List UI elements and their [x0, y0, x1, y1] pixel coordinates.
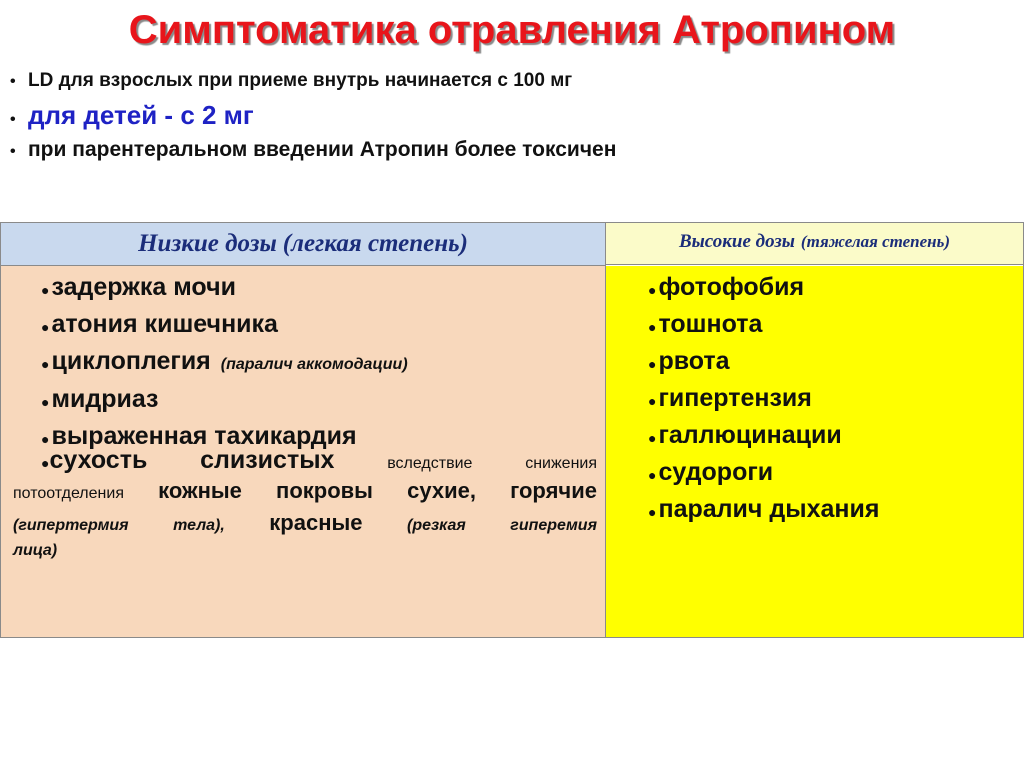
- bullet-dot-icon: ●: [41, 282, 50, 298]
- symptom-text: рвота: [658, 347, 730, 375]
- list-item: [648, 455, 879, 492]
- intro-text: при парентеральном введении Атропин более токсичен: [28, 138, 617, 161]
- intro-item: [10, 70, 1010, 100]
- intro-list: [10, 70, 1010, 168]
- bullet-dot-icon: ●: [648, 356, 657, 372]
- intro-item: [10, 100, 1010, 138]
- paragraph-word: [41, 446, 147, 475]
- paragraph-word: красные: [269, 510, 363, 535]
- dose-table: [0, 222, 1024, 638]
- bullet-dot-icon: •: [10, 143, 16, 160]
- symptom-text: задержка мочи: [51, 273, 236, 301]
- bullet-dot-icon: ●: [41, 394, 50, 410]
- intro-text: LD для взрослых при приеме внутрь начинается с 100 мг: [28, 70, 573, 91]
- bullet-dot-icon: •: [10, 111, 16, 128]
- symptom-text: тошнота: [658, 310, 763, 338]
- paragraph-word: снижения: [525, 455, 597, 472]
- paragraph-word: потоотделения: [13, 485, 124, 502]
- bullet-dot-icon: •: [10, 73, 16, 90]
- paragraph-word: кожные: [158, 478, 242, 503]
- list-item: [648, 270, 879, 307]
- low-dose-column: [1, 266, 606, 637]
- paragraph-line: [13, 542, 597, 566]
- symptom-text: гипертензия: [658, 384, 812, 412]
- list-item: [648, 492, 879, 529]
- page-title: Симптоматика отравления Атропином: [128, 8, 896, 52]
- low-dose-header-main: Низкие дозы: [138, 230, 277, 257]
- list-item: [648, 307, 879, 344]
- high-dose-column: [606, 266, 1023, 637]
- paragraph-word: горячие: [510, 478, 597, 503]
- bullet-dot-icon: ●: [41, 319, 50, 335]
- paragraph-line: [13, 446, 597, 478]
- intro-item: [10, 138, 1010, 168]
- paragraph-word: (резкая: [407, 517, 466, 534]
- list-item: [648, 418, 879, 455]
- paragraph-line: [13, 478, 597, 510]
- symptom-text: фотофобия: [658, 273, 805, 301]
- bullet-dot-icon: ●: [648, 430, 657, 446]
- list-item: [648, 344, 879, 381]
- list-item: [41, 344, 408, 382]
- paragraph-word: вследствие: [387, 455, 473, 472]
- bullet-dot-icon: ●: [648, 393, 657, 409]
- low-dose-header-sub: (легкая степень): [282, 230, 468, 257]
- paragraph-word: слизистых: [200, 446, 335, 474]
- low-dose-list: [41, 270, 408, 456]
- paragraph-word: гиперемия: [510, 517, 597, 534]
- symptom-text: мидриаз: [51, 385, 159, 413]
- paragraph-word: сухие,: [407, 478, 476, 503]
- list-item: [41, 270, 408, 307]
- paragraph-line: [13, 510, 597, 542]
- symptom-text: атония кишечника: [51, 310, 278, 338]
- symptom-text: судороги: [658, 458, 774, 486]
- list-item: [41, 382, 408, 419]
- high-dose-header-main: Высокие дозы: [678, 230, 795, 252]
- dryness-paragraph: [13, 446, 597, 566]
- high-dose-list: [648, 270, 879, 529]
- symptom-text: выраженная тахикардия: [51, 422, 357, 450]
- list-item: [648, 381, 879, 418]
- symptom-note: (паралич аккомодации): [220, 356, 408, 373]
- list-item: [41, 307, 408, 344]
- low-dose-header: [1, 223, 606, 266]
- bullet-dot-icon: ●: [41, 431, 50, 447]
- bullet-dot-icon: ●: [648, 319, 657, 335]
- bullet-dot-icon: ●: [648, 504, 657, 520]
- high-dose-header: [606, 223, 1023, 265]
- bullet-dot-icon: ●: [41, 455, 50, 471]
- bullet-dot-icon: ●: [648, 467, 657, 483]
- paragraph-word: (гипертермия: [13, 517, 129, 534]
- bullet-dot-icon: ●: [41, 356, 50, 372]
- bullet-dot-icon: ●: [648, 282, 657, 298]
- high-dose-header-sub: (тяжелая степень): [800, 231, 951, 251]
- symptom-text: галлюцинации: [658, 421, 842, 449]
- symptom-text: паралич дыхания: [658, 495, 880, 523]
- paragraph-word: тела),: [173, 517, 225, 534]
- symptom-text: циклоплегия: [51, 347, 211, 375]
- paragraph-word-text: сухость: [49, 446, 148, 474]
- intro-text: для детей - с 2 мг: [28, 100, 254, 130]
- paragraph-word: лица): [13, 542, 58, 559]
- paragraph-word: покровы: [276, 478, 373, 503]
